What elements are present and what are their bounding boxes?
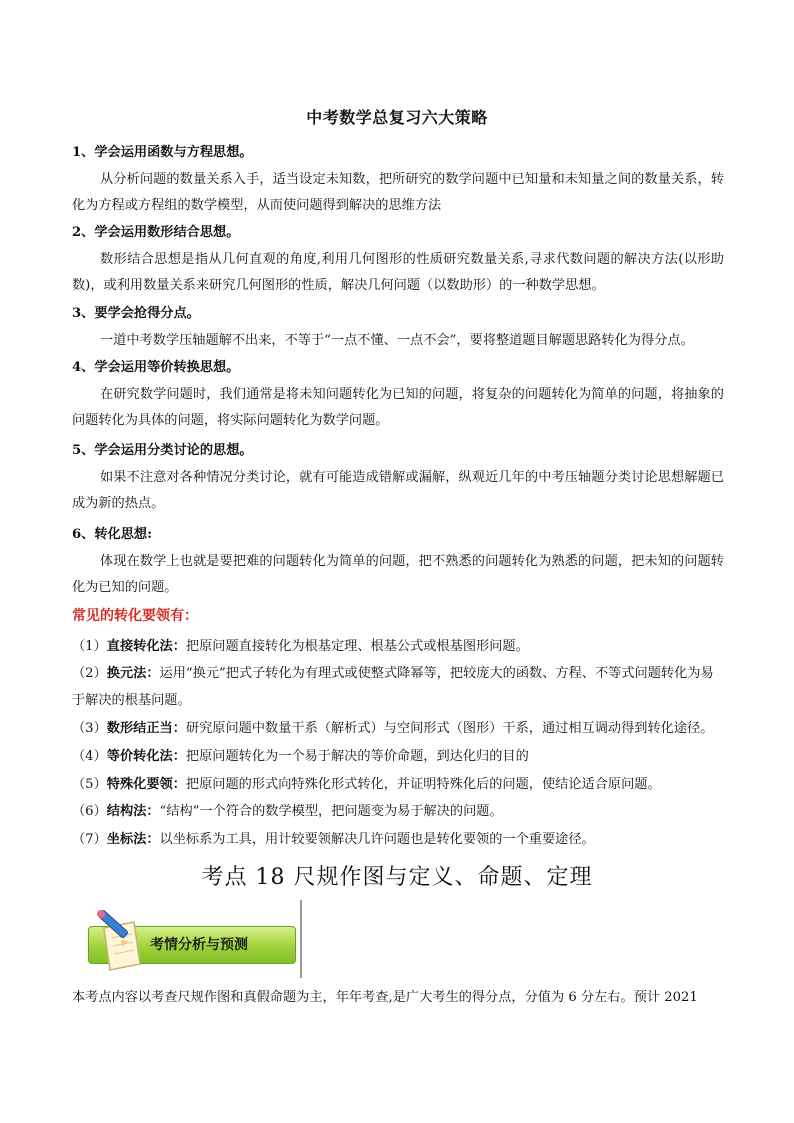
intro-paragraph: 本考点内容以考查尺规作图和真假命题为主，年年考查,是广大考生的得分点，分值为 6 分左右。预计 2021 <box>72 990 698 1005</box>
method-key: 等价转化法： <box>106 749 186 764</box>
method-key: 直接转化法： <box>106 639 186 654</box>
analysis-banner <box>88 906 300 978</box>
method-text: 以坐标系为工具，用计较要领解决几许问题也是转化要领的一个重要途径。 <box>159 832 595 847</box>
method-number: （6） <box>72 804 107 819</box>
method-item <box>72 634 724 661</box>
method-key: 换元法： <box>106 666 160 681</box>
section-heading: 4、学会运用等价转换思想。 <box>72 360 240 375</box>
section-body: 如果不注意对各种情况分类讨论，就有可能造成错解或漏解，纵观近几年的中考压轴题分类讨论思想解题已成为新的热点。 <box>72 469 724 511</box>
document-title: 中考数学总复习六大策略 <box>306 108 488 127</box>
section-1 <box>72 140 724 220</box>
section-body: 一道中考数学压轴题解不出来，不等于“一点不懂、一点不会”，要将整道题目解题思路转化为得分点。 <box>100 332 694 348</box>
pencil-paper-icon <box>90 906 150 976</box>
method-text: 把原问题的形式向特殊化形式转化，并证明特殊化后的问题，使结论适合原问题。 <box>185 777 661 792</box>
method-number: （2） <box>72 666 107 681</box>
method-text: 把原问题直接转化为根基定理、根基公式或根基图形问题。 <box>185 639 529 654</box>
method-text: 把原问题转化为一个易于解决的等价命题，到达化归的目的 <box>185 749 529 764</box>
banner-divider <box>300 900 302 978</box>
method-number: （5） <box>72 777 107 792</box>
section-6 <box>72 522 724 602</box>
banner-label: 考情分析与预测 <box>150 937 248 953</box>
method-key: 坐标法： <box>106 832 160 847</box>
method-item <box>72 799 724 826</box>
section-5 <box>72 438 724 518</box>
common-methods-heading: 常见的转化要领有： <box>72 608 198 624</box>
method-item <box>72 772 724 799</box>
section-heading: 2、学会运用数形结合思想。 <box>72 225 240 240</box>
method-text: “结构”一个符合的数学模型，把问题变为易于解决的问题。 <box>159 804 503 819</box>
method-text: 研究原问题中数量干系（解析式）与空间形式（图形）干系，通过相互调动得到转化途径。 <box>185 721 714 736</box>
method-number: （3） <box>72 721 107 736</box>
method-item <box>72 716 724 743</box>
method-text: 运用“换元”把式子转化为有理式或使整式降幂等，把较庞大的函数、方程、不等式问题转化为易于解决的根基问题。 <box>72 666 714 708</box>
method-item <box>72 661 724 714</box>
method-item <box>72 744 724 771</box>
section-2 <box>72 220 724 300</box>
section-body: 从分析问题的数量关系入手，适当设定未知数，把所研究的数学问题中已知量和未知量之间的数量关系，转化为方程或方程组的数学模型，从而使问题得到解决的思维方法 <box>72 171 724 213</box>
section-4 <box>72 355 724 435</box>
method-item <box>72 827 724 854</box>
section-body: 体现在数学上也就是要把难的问题转化为简单的问题，把不熟悉的问题转化为熟悉的问题，把未知的问题转化为已知的问题。 <box>72 553 724 595</box>
method-number: （1） <box>72 639 107 654</box>
section-heading: 3、要学会抢得分点。 <box>72 306 200 321</box>
section-heading: 6、转化思想: <box>72 527 152 542</box>
topic-title: 考点 18 尺规作图与定义、命题、定理 <box>201 865 593 890</box>
method-number: （4） <box>72 749 107 764</box>
method-key: 结构法： <box>106 804 160 819</box>
method-key: 特殊化要领： <box>106 777 186 792</box>
section-3 <box>72 301 724 354</box>
section-body: 在研究数学问题时，我们通常是将未知问题转化为已知的问题，将复杂的问题转化为简单的问题，将抽象的问题转化为具体的问题，将实际问题转化为数学问题。 <box>72 386 724 428</box>
section-heading: 1、学会运用函数与方程思想。 <box>72 145 253 160</box>
section-heading: 5、学会运用分类讨论的思想。 <box>72 443 253 458</box>
method-number: （7） <box>72 832 107 847</box>
method-key: 数形结正当： <box>106 721 186 736</box>
section-body: 数形结合思想是指从几何直观的角度,利用几何图形的性质研究数量关系,寻求代数问题的解决方法(以形助数)，或利用数量关系来研究几何图形的性质，解决几何问题（以数助形）的一种数学思想。 <box>72 251 724 293</box>
